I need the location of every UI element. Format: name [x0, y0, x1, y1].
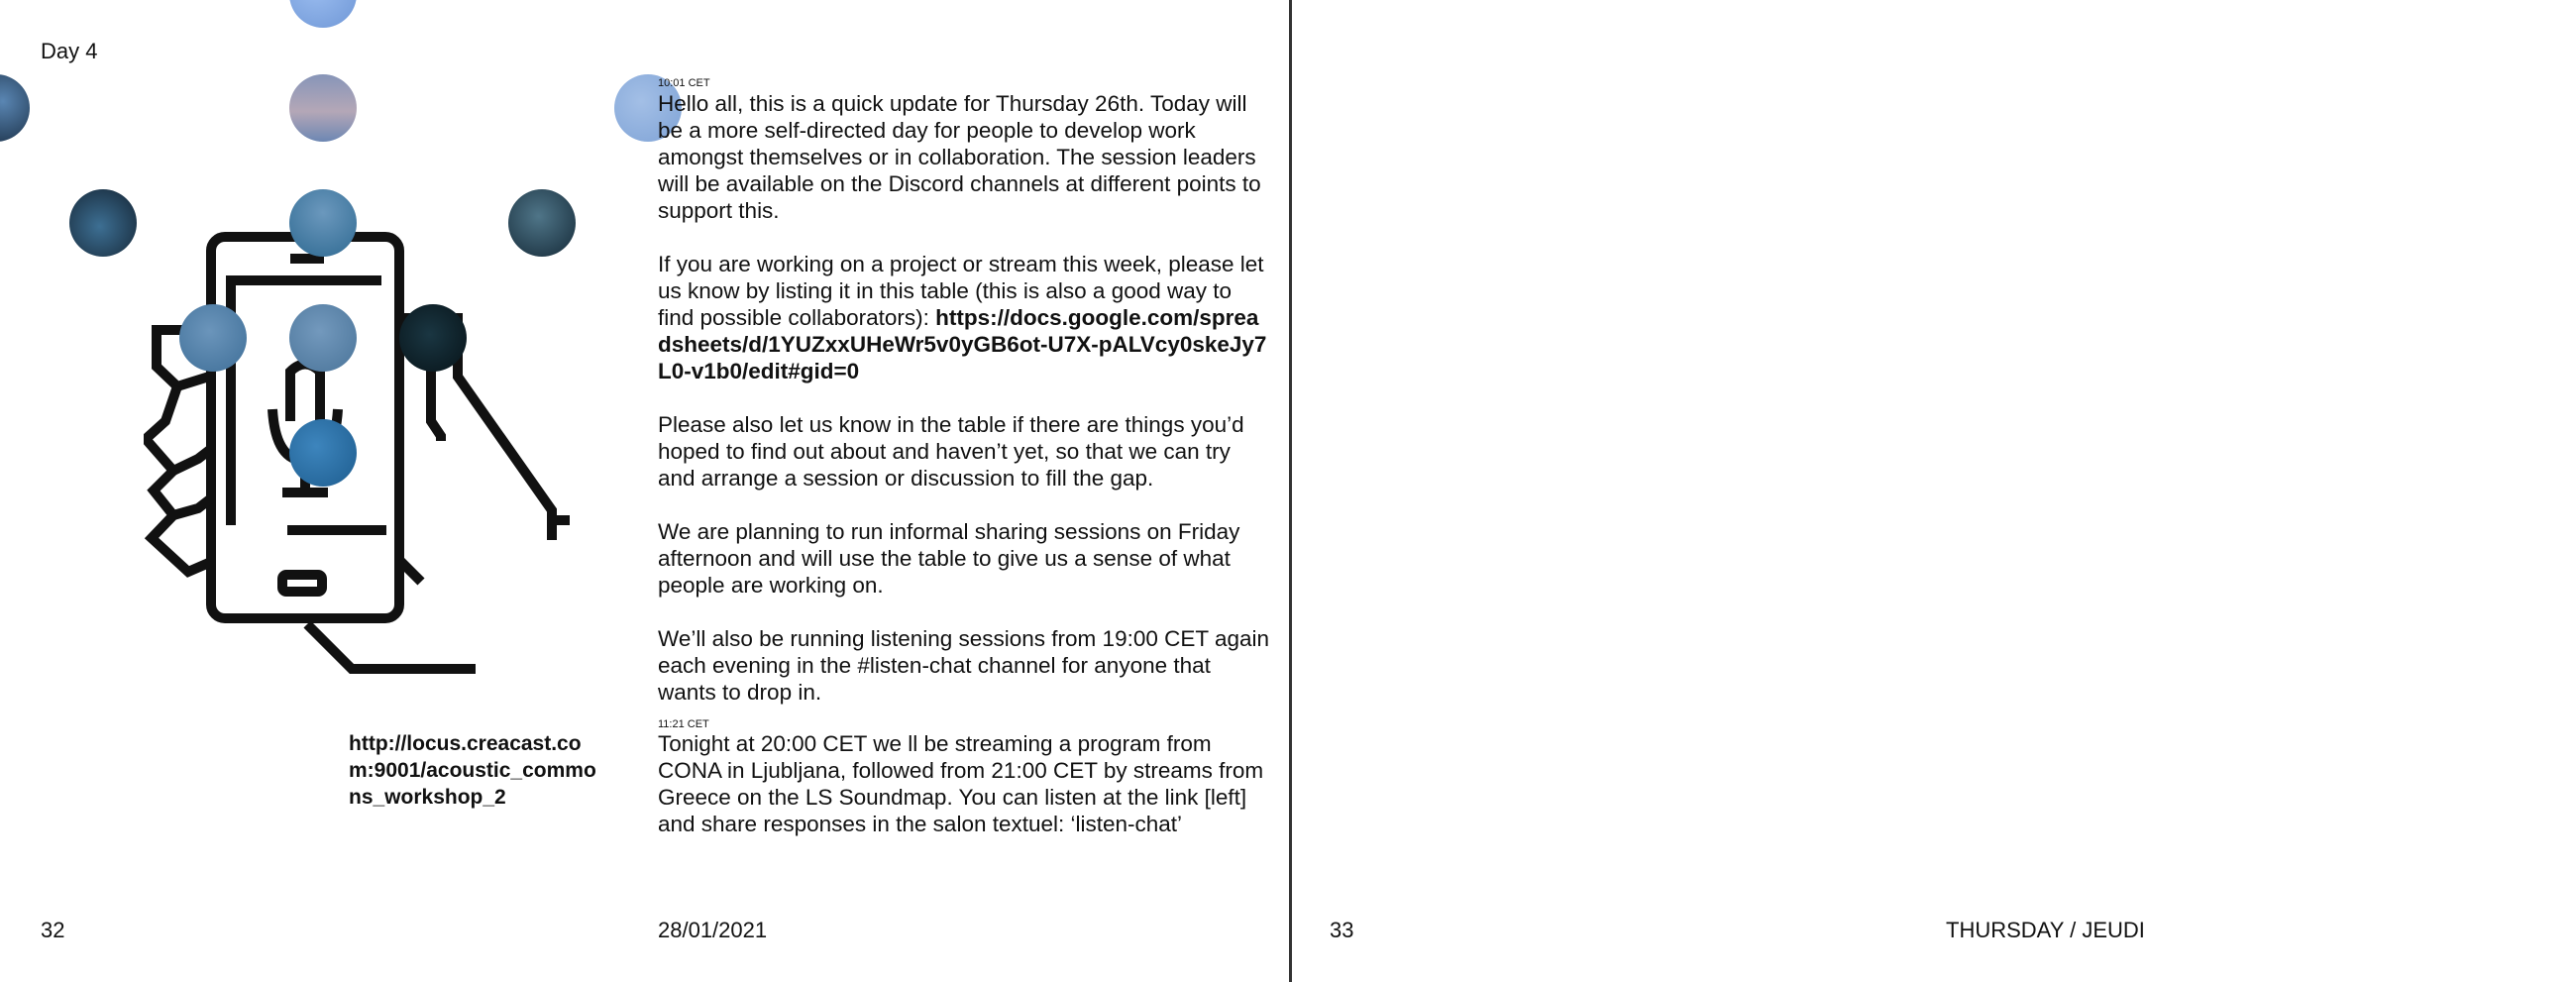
message-paragraph: We’ll also be running listening sessions from 19:00 CET again each evening in the #listen-chat channel for anyone that wants to drop in. [658, 626, 1270, 705]
message-paragraph: Tonight at 20:00 CET we ll be streaming a program from CONA in Ljubljana, followed from 21:00 CET by streams from Greece on the LS Soundmap. You can listen at the link [left] and share responses in the salon textuel: ‘listen-chat’ [658, 731, 1264, 836]
message-body [658, 90, 1272, 706]
hand-holding-phone-with-microphone-icon [144, 223, 570, 679]
message-body [658, 730, 1272, 837]
decorative-dot [0, 74, 30, 142]
message-paragraph: If you are working on a project or stream this week, please let us know by listing it in this table (this is also a good way to find possible collaborators): https://docs.google.com/spreadsheets/d/1YUZxxUHeWr5v0yGB6ot-U7X-pALVcy0skeJy7L0-v1b0/edit#gid=0 [658, 252, 1267, 383]
decorative-dot [179, 304, 247, 372]
decorative-dot [289, 189, 357, 257]
running-head: THURSDAY / JEUDI [1946, 918, 2145, 942]
day-label: Day 4 [41, 39, 98, 63]
decorative-dot [69, 189, 137, 257]
book-spine [1289, 0, 1292, 982]
decorative-dot [289, 419, 357, 487]
message-paragraph: Please also let us know in the table if there are things you’d hoped to find out about and haven’t yet, so that we can try and arrange a session or discussion to fill the gap. [658, 412, 1244, 491]
message-timestamp: 11:21 CET [658, 718, 709, 730]
page-number: 32 [41, 918, 65, 942]
message-paragraph: We are planning to run informal sharing sessions on Friday afternoon and will use the table to give us a sense of what people are working on. [658, 519, 1240, 598]
stream-link[interactable]: http://locus.creacast.com:9001/acoustic_commons_workshop_2 [349, 732, 596, 809]
home-button-shape [282, 575, 322, 592]
decorative-dot [399, 304, 467, 372]
decorative-dot [289, 0, 357, 28]
decorative-dot [289, 74, 357, 142]
page-number: 33 [1330, 918, 1354, 942]
decorative-dot [508, 189, 576, 257]
message-paragraph: Hello all, this is a quick update for Thursday 26th. Today will be a more self-directed day for people to develop work amongst themselves or in collaboration. The session leaders will be available on the Discord channels at different points to support this. [658, 91, 1261, 223]
spreadsheet-link[interactable]: https://docs.google.com/spreadsheets/d/1YUZxxUHeWr5v0yGB6ot-U7X-pALVcy0skeJy7L0-v1b0/edit#gid=0 [658, 305, 1267, 383]
microphone-shape [290, 365, 320, 422]
page-date: 28/01/2021 [658, 918, 768, 942]
message-timestamp: 10:01 CET [658, 77, 710, 89]
decorative-dot [289, 304, 357, 372]
